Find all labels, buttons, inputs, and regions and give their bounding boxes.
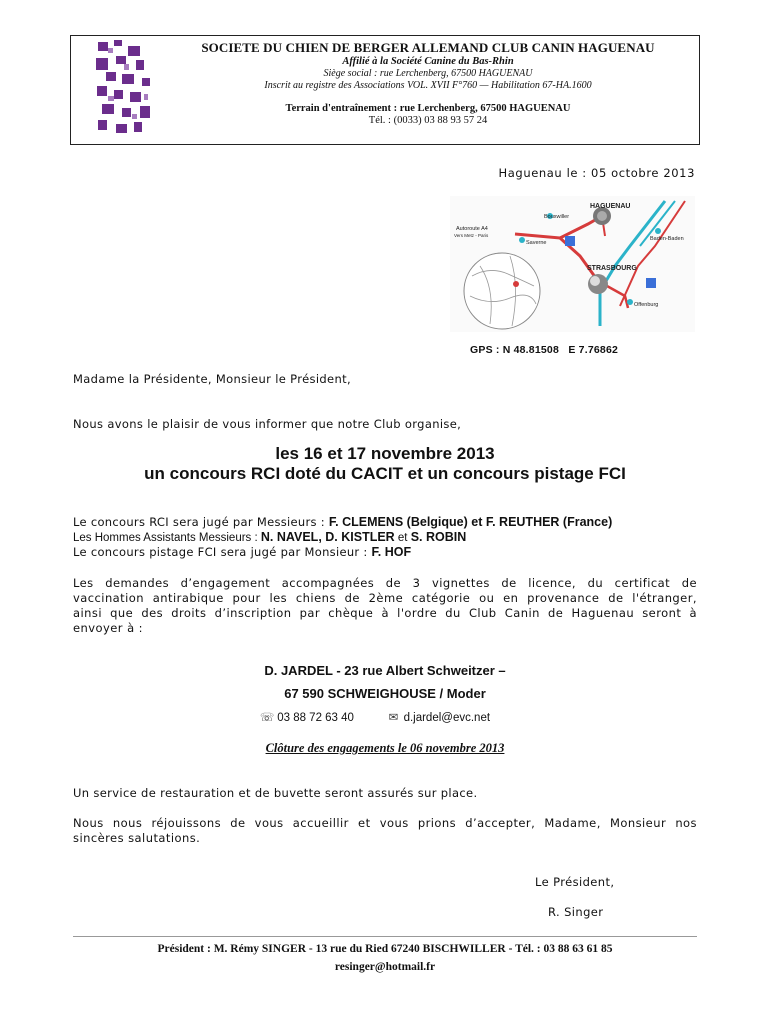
pistage-judge-label: Le concours pistage FCI sera jugé par Monsieur : bbox=[73, 545, 372, 559]
pistage-judge-name: F. HOF bbox=[371, 545, 412, 559]
entry-deadline: Clôture des engagements le 06 novembre 2013 bbox=[265, 741, 505, 755]
map-label-saverne: Saverne bbox=[526, 240, 547, 246]
club-head-office: Siège social : rue Lerchenberg, 67500 HAGUENAU bbox=[323, 68, 533, 79]
entry-requirements-paragraph bbox=[73, 576, 697, 636]
envelope-icon: ✉ bbox=[388, 712, 399, 724]
map-label-haguenau: HAGUENAU bbox=[590, 203, 631, 210]
catering-notice: Un service de restauration et de buvette seront assurés sur place. bbox=[73, 786, 478, 800]
rci-judges-names: F. CLEMENS (Belgique) et F. REUTHER (France) bbox=[328, 515, 613, 529]
club-registration: Inscrit au registre des Associations VOL. XVII F°760 — Habilitation 67-HA.1600 bbox=[264, 80, 592, 91]
entry-email[interactable]: d.jardel@evc.net bbox=[403, 712, 491, 724]
entry-requirements-line: ainsi que des droits d’inscription par chèque à l'ordre du Club Canin de Haguenau seront à bbox=[73, 606, 697, 620]
signature-name: R. Singer bbox=[548, 905, 604, 919]
assistant-helpers-et: et bbox=[394, 532, 411, 544]
closing-line: Nous nous réjouissons de vous accueillir et vous prions d’accepter, Madame, Monsieur nos bbox=[73, 816, 697, 830]
intro-paragraph: Nous avons le plaisir de vous informer que notre Club organise, bbox=[73, 417, 462, 431]
rci-judges bbox=[73, 515, 713, 530]
map-label-autoroute: Autoroute A4 bbox=[456, 226, 488, 232]
assistant-helpers-names-a: N. NAVEL, D. KISTLER bbox=[260, 530, 395, 544]
map-label-vers: Vers Metz - Paris bbox=[454, 233, 489, 238]
entry-requirements-line: envoyer à : bbox=[73, 621, 143, 635]
footer-email: resinger@hotmail.fr bbox=[334, 961, 436, 973]
telephone-icon: ☏ bbox=[260, 712, 275, 724]
entry-phone: 03 88 72 63 40 bbox=[277, 712, 354, 724]
club-logo bbox=[92, 38, 158, 138]
map-label-bouxwiller: Bouxwiller bbox=[544, 214, 570, 220]
pistage-judge bbox=[73, 545, 713, 560]
entry-requirements-line: Les demandes d’engagement accompagnées de 3 vignettes de licence, du certificat de bbox=[73, 576, 697, 590]
gps-coordinates: GPS : N 48.81508 E 7.76862 bbox=[470, 344, 619, 356]
letter-date: Haguenau le : 05 octobre 2013 bbox=[498, 166, 695, 180]
entry-address-line2: 67 590 SCHWEIGHOUSE / Moder bbox=[284, 686, 486, 701]
signature-title: Le Président, bbox=[535, 875, 615, 889]
map-label-baden: Baden-Baden bbox=[650, 236, 684, 242]
club-name: SOCIETE DU CHIEN DE BERGER ALLEMAND CLUB CANIN HAGUENAU bbox=[201, 40, 655, 55]
entry-address-line1: D. JARDEL - 23 rue Albert Schweitzer – bbox=[264, 663, 506, 678]
footer-divider bbox=[73, 936, 697, 937]
assistant-helpers-names-b: S. ROBIN bbox=[410, 530, 467, 544]
rci-judges-label: Le concours RCI sera jugé par Messieurs : bbox=[73, 515, 329, 529]
training-ground: Terrain d'entraînement : rue Lerchenberg, 67500 HAGUENAU bbox=[285, 103, 571, 114]
entry-contact bbox=[260, 710, 490, 724]
assistant-helpers bbox=[73, 530, 713, 546]
event-dates: les 16 et 17 novembre 2013 bbox=[275, 444, 495, 463]
club-affiliation: Affilié à la Société Canine du Bas-Rhin bbox=[342, 56, 514, 67]
assistant-helpers-label: Les Hommes Assistants Messieurs : bbox=[73, 532, 261, 544]
closing-line: sincères salutations. bbox=[73, 831, 201, 845]
club-phone: Tél. : (0033) 03 88 93 57 24 bbox=[368, 115, 488, 126]
closing-paragraph bbox=[73, 816, 697, 846]
footer-president-contact: Président : M. Rémy SINGER - 13 rue du Ried 67240 BISCHWILLER - Tél. : 03 88 63 61 85 bbox=[157, 943, 613, 955]
map-label-strasbourg: STRASBOURG bbox=[587, 265, 637, 272]
entry-requirements-line: vaccination antirabique pour les chiens de 2ème catégorie ou en provenance de l'étranger, bbox=[73, 591, 697, 605]
salutation: Madame la Présidente, Monsieur le Président, bbox=[73, 372, 351, 386]
location-map bbox=[450, 196, 695, 332]
map-label-offenburg: Offenburg bbox=[634, 302, 659, 308]
event-description: un concours RCI doté du CACIT et un concours pistage FCI bbox=[144, 464, 626, 483]
